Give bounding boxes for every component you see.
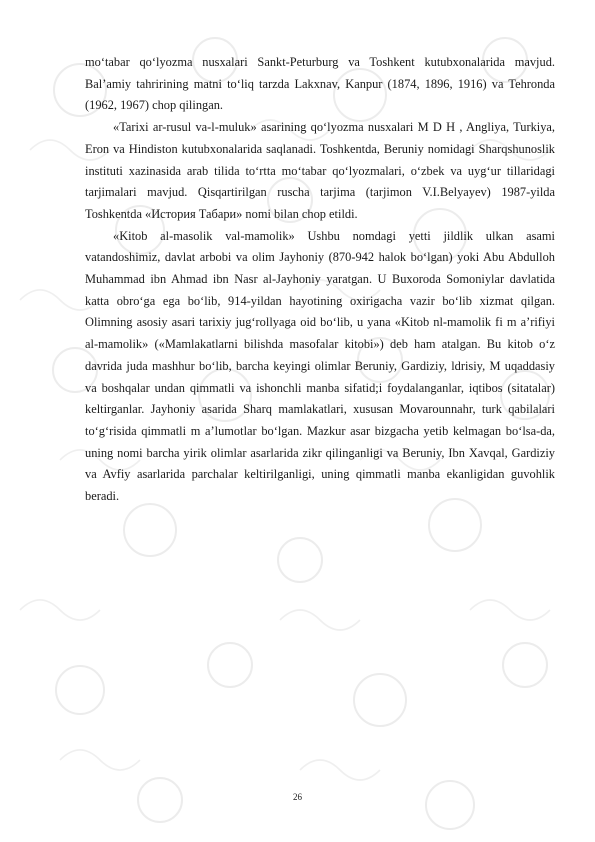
paragraph-2: «Tarixi ar-rusul va-l-muluk» asarining qo‘lyozma nusxalari M D H , Angliya, Turkiya, Eron va Hindiston kutubxonalarida saqlanadi. Toshkentda, Beruniy nomidagi Sharqshunoslik instituti xazinasida arab tilida to‘rtta mo‘tabar qo‘lyozmalari, o‘zbek va uyg‘ur tillaridagi tarjimalari mavjud. Qisqartirilgan ruscha tarjima (tarjimon V.I.Belyayev) 1987-yilda Toshkentda «История Табари» nomi bilan chop etildi.: [85, 120, 555, 221]
paragraph-3: «Kitob al-masolik val-mamolik» Ushbu nomdagi yetti jildlik ulkan asami vatandoshimiz, davlat arbobi va olim Jayhoniy (870-942 halok bo‘lgan) yoki Abu Abdulloh Muhammad ibn Ahmad ibn Nasr al-Jayhoniy yaratgan. U Buxoroda Somoniylar davlatida katta obro‘ga ega bo‘lib, 914-yildan hayotining oxirigacha vazir bo‘lib xizmat qilgan. Olimning asosiy asari tarixiy jug‘rollyaga oid bo‘lib, u yana «Kitob nl-mamolik fi m a’rifiyi al-mamolik» («Mamlakatlarni bilishda masofalar kitobi») deb ham atalgan. Bu kitob o‘z davrida juda mashhur bo‘lib, barcha keyingi olimlar Beruniy, Gardiziy, ldrisiy, M uqaddasiy va boshqalar undan qimmatli va ishonchli manba sifatid;i foydalanganlar, iqtibos (sitatalar) keltirganlar. Jayhoniy asarida Sharq mamlakatlari, xususan Movarounnahr, turk qabilalari to‘g‘risida qimmatli m a’lumotlar bo‘lgan. Mazkur asar bizgacha yetib kelmagan bo‘lsa-da, uning nomi barcha yirik olimlar asarlarida zikr qilinganligi va Beruniy, Ibn Xavqal, Gardiziy va Avfiy asarlarida parchalar keltirilganligi, uning qimmatli manba ekanligidan guvohlik beradi.: [85, 228, 555, 504]
body-text: [85, 52, 555, 508]
paragraph-1: mo‘tabar qo‘lyozma nusxalari Sankt-Peturburg va Toshkent kutubxonalarida mavjud. Bal’amiy tahririning matni to‘liq tarzda Lakxnav, Kanpur (1874, 1896, 1916) va Tehronda (1962, 1967) chop qilingan.: [85, 55, 555, 113]
page-number: 26: [293, 792, 302, 802]
